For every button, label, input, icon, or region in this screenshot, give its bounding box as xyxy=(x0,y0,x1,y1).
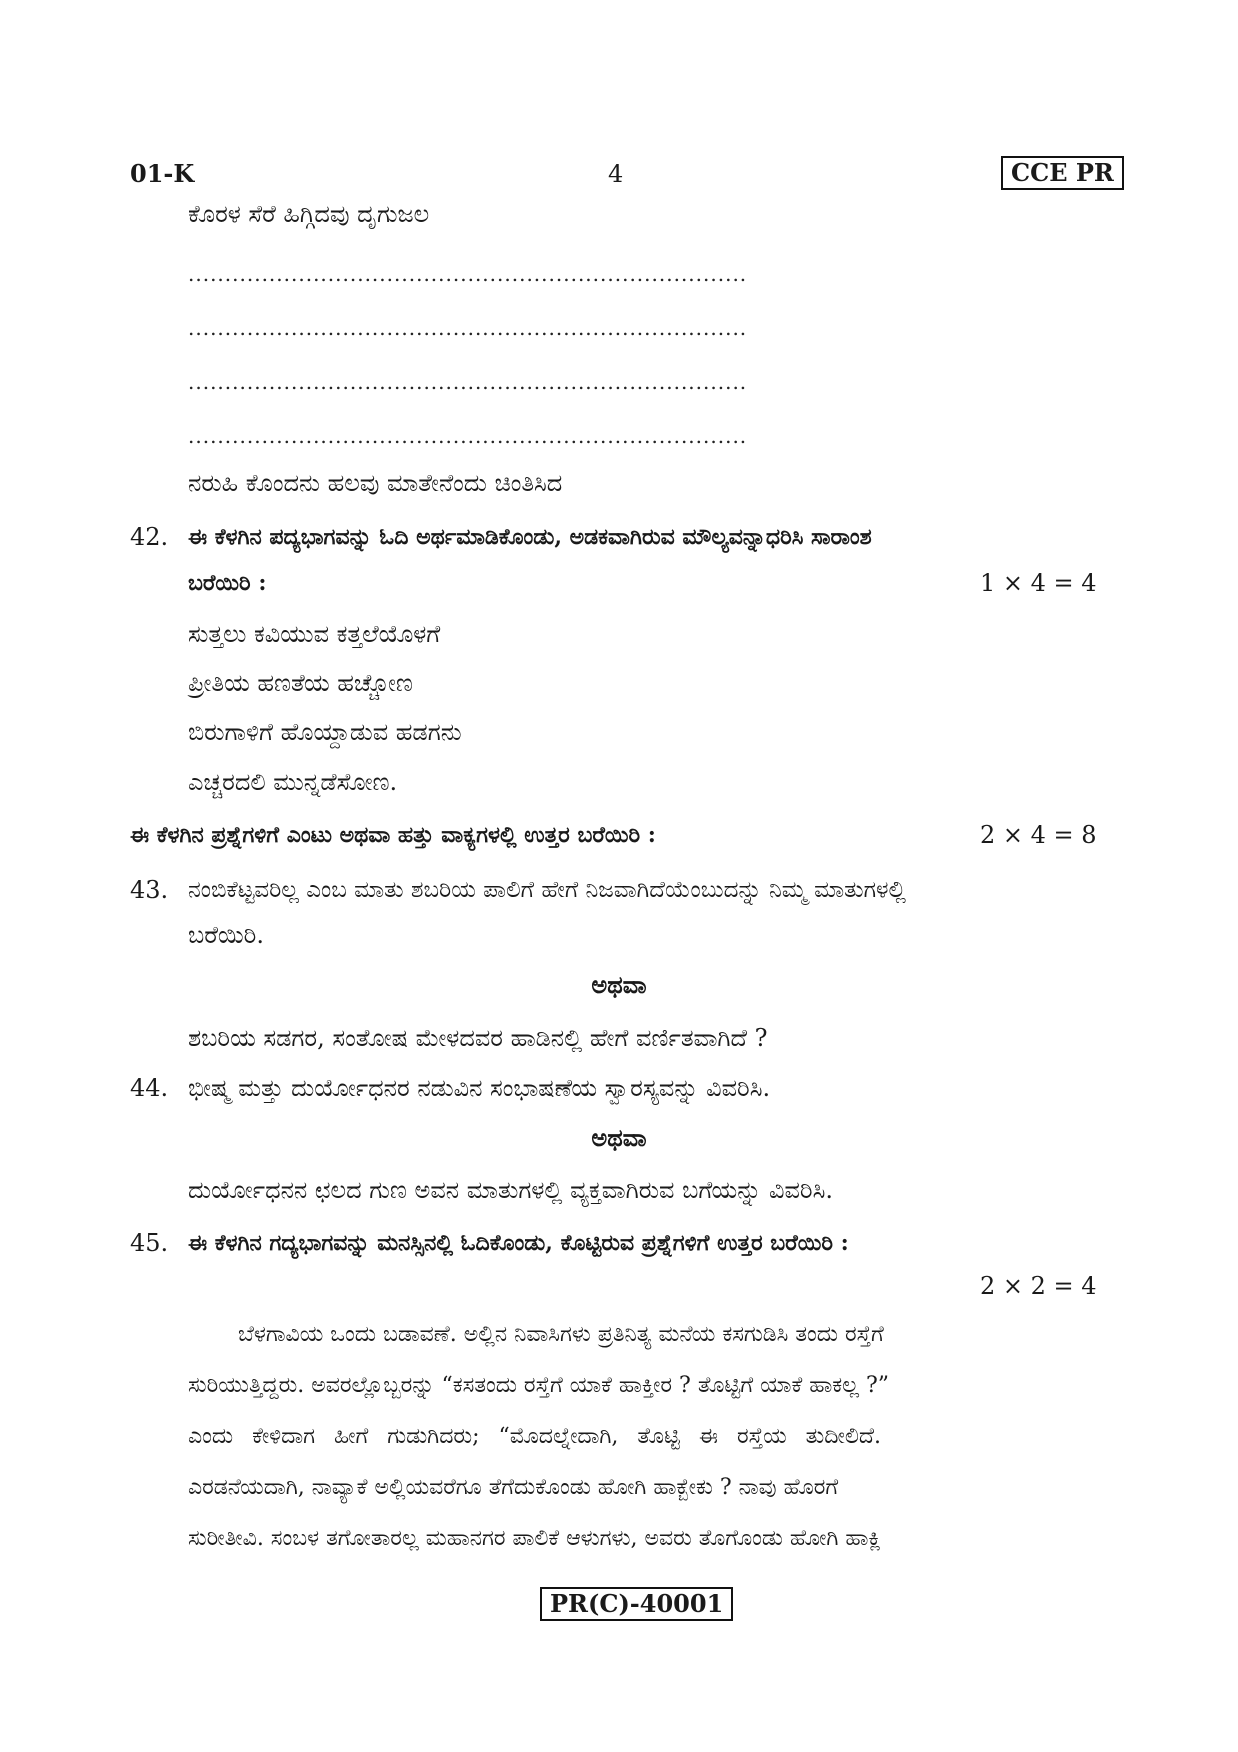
passage-line: ಸುರೀತೀವಿ. ಸಂಬಳ ತಗೋತಾರಲ್ಲ ಮಹಾನಗರ ಪಾಲಿಕೆ ಆಳುಗಳು, ಅವರು ತೊಗೊಂಡು ಹೋಗಿ ಹಾಕ್ಲಿ xyxy=(188,1526,882,1551)
question-text: ಬರೆಯಿರಿ. xyxy=(188,921,264,949)
question-text: ಈ ಕೆಳಗಿನ ಪದ್ಯಭಾಗವನ್ನು ಓದಿ ಅರ್ಥಮಾಡಿಕೊಂಡು, ಅಡಕವಾಗಿರುವ ಮೌಲ್ಯವನ್ನಾಧರಿಸಿ ಸಾರಾಂಶ xyxy=(188,524,872,550)
passage-line: ಎಂದು ಕೇಳಿದಾಗ ಹೀಗೆ ಗುಡುಗಿದರು; “ಮೊದಲ್ನೇದಾಗಿ, ತೊಟ್ಟಿ ಈ ರಸ್ತೆಯ ತುದೀಲಿದೆ. xyxy=(188,1424,881,1449)
question-text: ಭೀಷ್ಮ ಮತ್ತು ದುರ್ಯೋಧನರ ನಡುವಿನ ಸಂಭಾಷಣೆಯ ಸ್ವಾರಸ್ಯವನ್ನು ವಿವರಿಸಿ. xyxy=(188,1074,771,1102)
poem-line: ಕೊರಳ ಸೆರೆ ಹಿಗ್ಗಿದವು ದೃಗುಜಲ xyxy=(188,200,430,228)
marks: 2 × 4 = 8 xyxy=(980,821,1097,849)
or-label: ಅಥವಾ xyxy=(591,1123,647,1152)
poem-line: ಸುತ್ತಲು ಕವಿಯುವ ಕತ್ತಲೆಯೊಳಗೆ xyxy=(188,620,441,648)
question-number: 45. xyxy=(130,1229,169,1257)
question-text: ನಂಬಿಕೆಟ್ಟವರಿಲ್ಲ ಎಂಬ ಮಾತು ಶಬರಿಯ ಪಾಲಿಗೆ ಹೇಗೆ ನಿಜವಾಗಿದೆಯೆಂಬುದನ್ನು ನಿಮ್ಮ ಮಾತುಗಳಲ್ಲಿ xyxy=(188,877,906,903)
passage-line: ಬೆಳಗಾವಿಯ ಒಂದು ಬಡಾವಣೆ. ಅಲ್ಲಿನ ನಿವಾಸಿಗಳು ಪ್ರತಿನಿತ್ಯ ಮನೆಯ ಕಸಗುಡಿಸಿ ತಂದು ರಸ್ತೆಗೆ xyxy=(238,1322,884,1347)
marks: 2 × 2 = 4 xyxy=(980,1272,1097,1300)
passage-line: ಎರಡನೆಯದಾಗಿ, ನಾವ್ಯಾಕೆ ಅಲ್ಲಿಯವರೆಗೂ ತೆಗೆದುಕೊಂಡು ಹೋಗಿ ಹಾಕ್ಬೇಕು ? ನಾವು ಹೊರಗೆ xyxy=(188,1475,839,1500)
marks: 1 × 4 = 4 xyxy=(980,569,1097,597)
answer-dots: ............................................................................ xyxy=(188,316,748,340)
section-instruction: ಈ ಕೆಳಗಿನ ಪ್ರಶ್ನೆಗಳಿಗೆ ಎಂಟು ಅಥವಾ ಹತ್ತು ವಾಕ್ಯಗಳಲ್ಲಿ ಉತ್ತರ ಬರೆಯಿರಿ : xyxy=(130,822,656,848)
poem-line: ಪ್ರೀತಿಯ ಹಣತೆಯ ಹಚ್ಚೋಣ xyxy=(188,669,413,697)
series-box: CCE PR xyxy=(1001,156,1124,190)
question-text: ಬರೆಯಿರಿ : xyxy=(188,570,267,596)
question-text: ಈ ಕೆಳಗಿನ ಗದ್ಯಭಾಗವನ್ನು ಮನಸ್ಸಿನಲ್ಲಿ ಓದಿಕೊಂಡು, ಕೊಟ್ಟಿರುವ ಪ್ರಶ್ನೆಗಳಿಗೆ ಉತ್ತರ ಬರೆಯಿರಿ : xyxy=(188,1230,849,1256)
poem-line: ನರುಹಿ ಕೊಂದನು ಹಲವು ಮಾತೇನೆಂದು ಚಿಂತಿಸಿದ xyxy=(188,469,563,497)
passage-line: ಸುರಿಯುತ್ತಿದ್ದರು. ಅವರಲ್ಲೊಬ್ಬರನ್ನು “ಕಸತಂದು ರಸ್ತೆಗೆ ಯಾಕೆ ಹಾಕ್ತೀರ ? ತೊಟ್ಟಿಗೆ ಯಾಕೆ ಹಾಕಲ್ಲ ?” xyxy=(188,1373,890,1398)
answer-dots: ............................................................................ xyxy=(188,424,748,448)
paper-code: 01-K xyxy=(130,159,195,188)
question-text: ಶಬರಿಯ ಸಡಗರ, ಸಂತೋಷ ಮೇಳದವರ ಹಾಡಿನಲ್ಲಿ ಹೇಗೆ ವರ್ಣಿತವಾಗಿದೆ ? xyxy=(188,1024,768,1052)
poem-line: ಬಿರುಗಾಳಿಗೆ ಹೊಯ್ದಾಡುವ ಹಡಗನು xyxy=(188,718,462,746)
question-text: ದುರ್ಯೋಧನನ ಛಲದ ಗುಣ ಅವನ ಮಾತುಗಳಲ್ಲಿ ವ್ಯಕ್ತವಾಗಿರುವ ಬಗೆಯನ್ನು ವಿವರಿಸಿ. xyxy=(188,1176,833,1204)
answer-dots: ............................................................................ xyxy=(188,370,748,394)
or-label: ಅಥವಾ xyxy=(591,970,647,999)
question-number: 44. xyxy=(130,1074,169,1102)
question-number: 42. xyxy=(130,523,169,551)
answer-dots: ............................................................................ xyxy=(188,262,748,286)
question-number: 43. xyxy=(130,876,169,904)
footer-code-box: PR(C)-40001 xyxy=(540,1587,733,1621)
poem-line: ಎಚ್ಚರದಲಿ ಮುನ್ನಡೆಸೋಣ. xyxy=(188,768,398,796)
page-number: 4 xyxy=(608,160,624,188)
